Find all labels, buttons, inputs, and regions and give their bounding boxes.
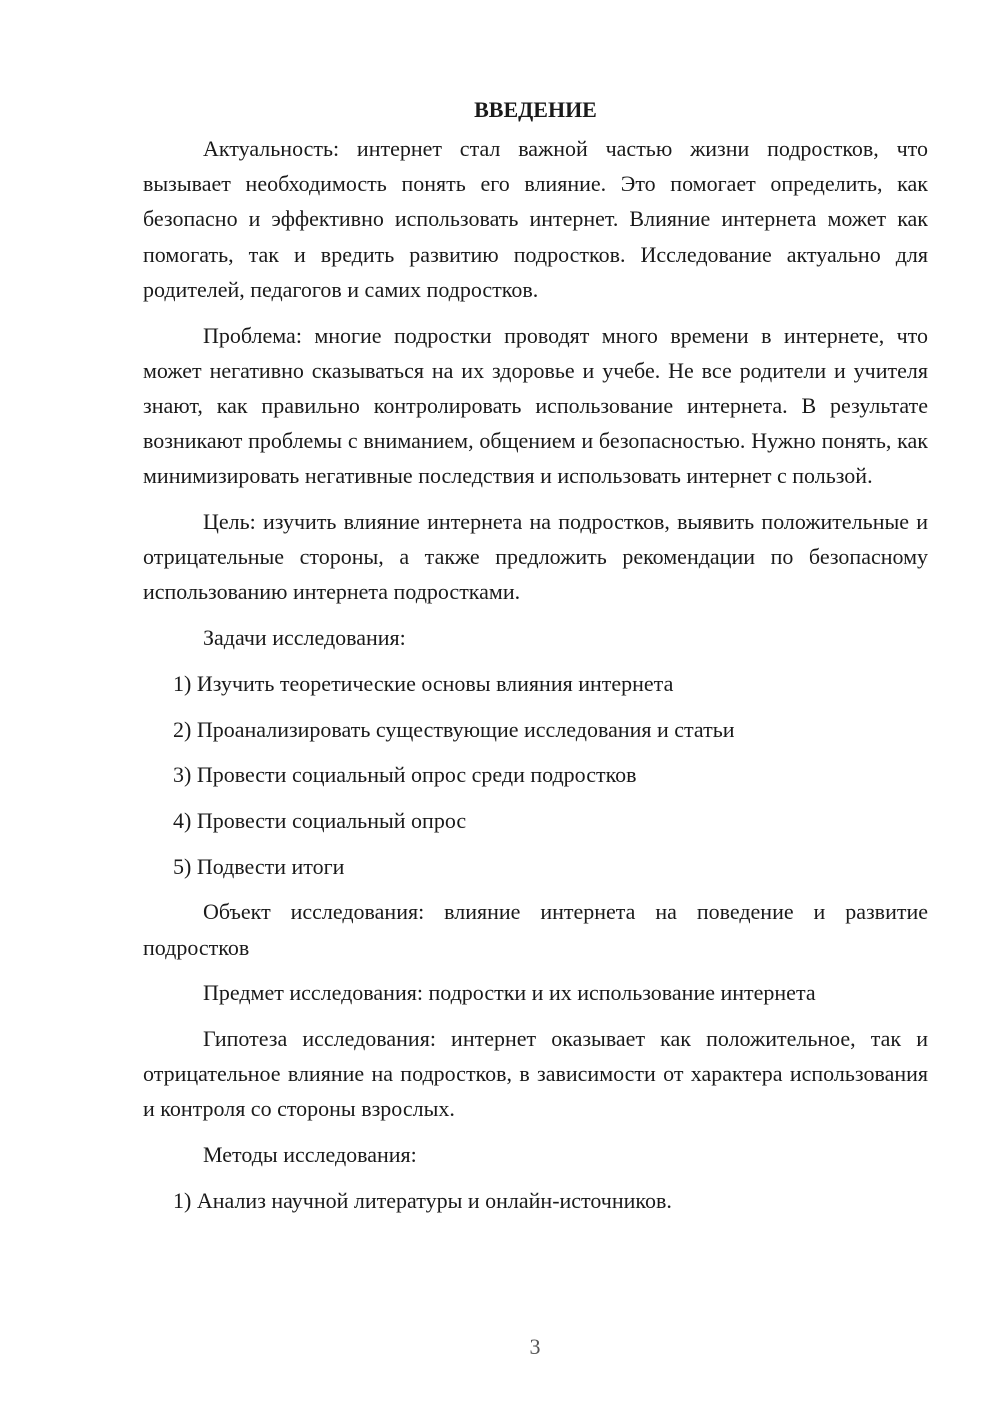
subject-paragraph: Предмет исследования: подростки и их использование интернета	[203, 980, 816, 1006]
task-item-1: 1) Изучить теоретические основы влияния интернета	[173, 670, 674, 696]
page-number: 3	[529, 1334, 541, 1359]
relevance-paragraph: Актуальность: интернет стал важной частью жизни подростков, что вызывает необходимость понять его влияние. Это помогает определить, как безопасно и эффективно использовать интернет. Влияние интернета может как помогать, так и вредить развитию подростков. Исследование актуально для родителей, педагогов и самих подростков.	[143, 136, 928, 302]
task-item-3: 3) Провести социальный опрос среди подростков	[173, 762, 637, 788]
document-page	[143, 92, 928, 1228]
task-item-4: 4) Провести социальный опрос	[173, 807, 467, 833]
problem-paragraph: Проблема: многие подростки проводят много времени в интернете, что может негативно сказываться на их здоровье и учебе. Не все родители и учителя знают, как правильно контролировать использование интернета. В результате возникают проблемы с вниманием, общением и безопасностью. Нужно понять, как минимизировать негативные последствия и использовать интернет с пользой.	[143, 322, 928, 489]
task-item-2: 2) Проанализировать существующие исследования и статьи	[173, 716, 735, 742]
section-title: ВВЕДЕНИЕ	[474, 97, 597, 122]
methods-heading: Методы исследования:	[203, 1142, 417, 1168]
task-item-5: 5) Подвести итоги	[173, 853, 345, 879]
tasks-heading: Задачи исследования:	[203, 625, 406, 651]
methods-list	[143, 1183, 928, 1218]
goal-paragraph: Цель: изучить влияние интернета на подростков, выявить положительные и отрицательные стороны, а также предложить рекомендации по безопасному использованию интернета подростками.	[143, 509, 928, 605]
tasks-list	[143, 666, 928, 884]
hypothesis-paragraph: Гипотеза исследования: интернет оказывает как положительное, так и отрицательное влияние на подростков, в зависимости от характера использования и контроля со стороны взрослых.	[143, 1025, 928, 1122]
object-paragraph: Объект исследования: влияние интернета на поведение и развитие подростков	[143, 899, 928, 960]
method-item-1: 1) Анализ научной литературы и онлайн-источников.	[173, 1187, 672, 1213]
